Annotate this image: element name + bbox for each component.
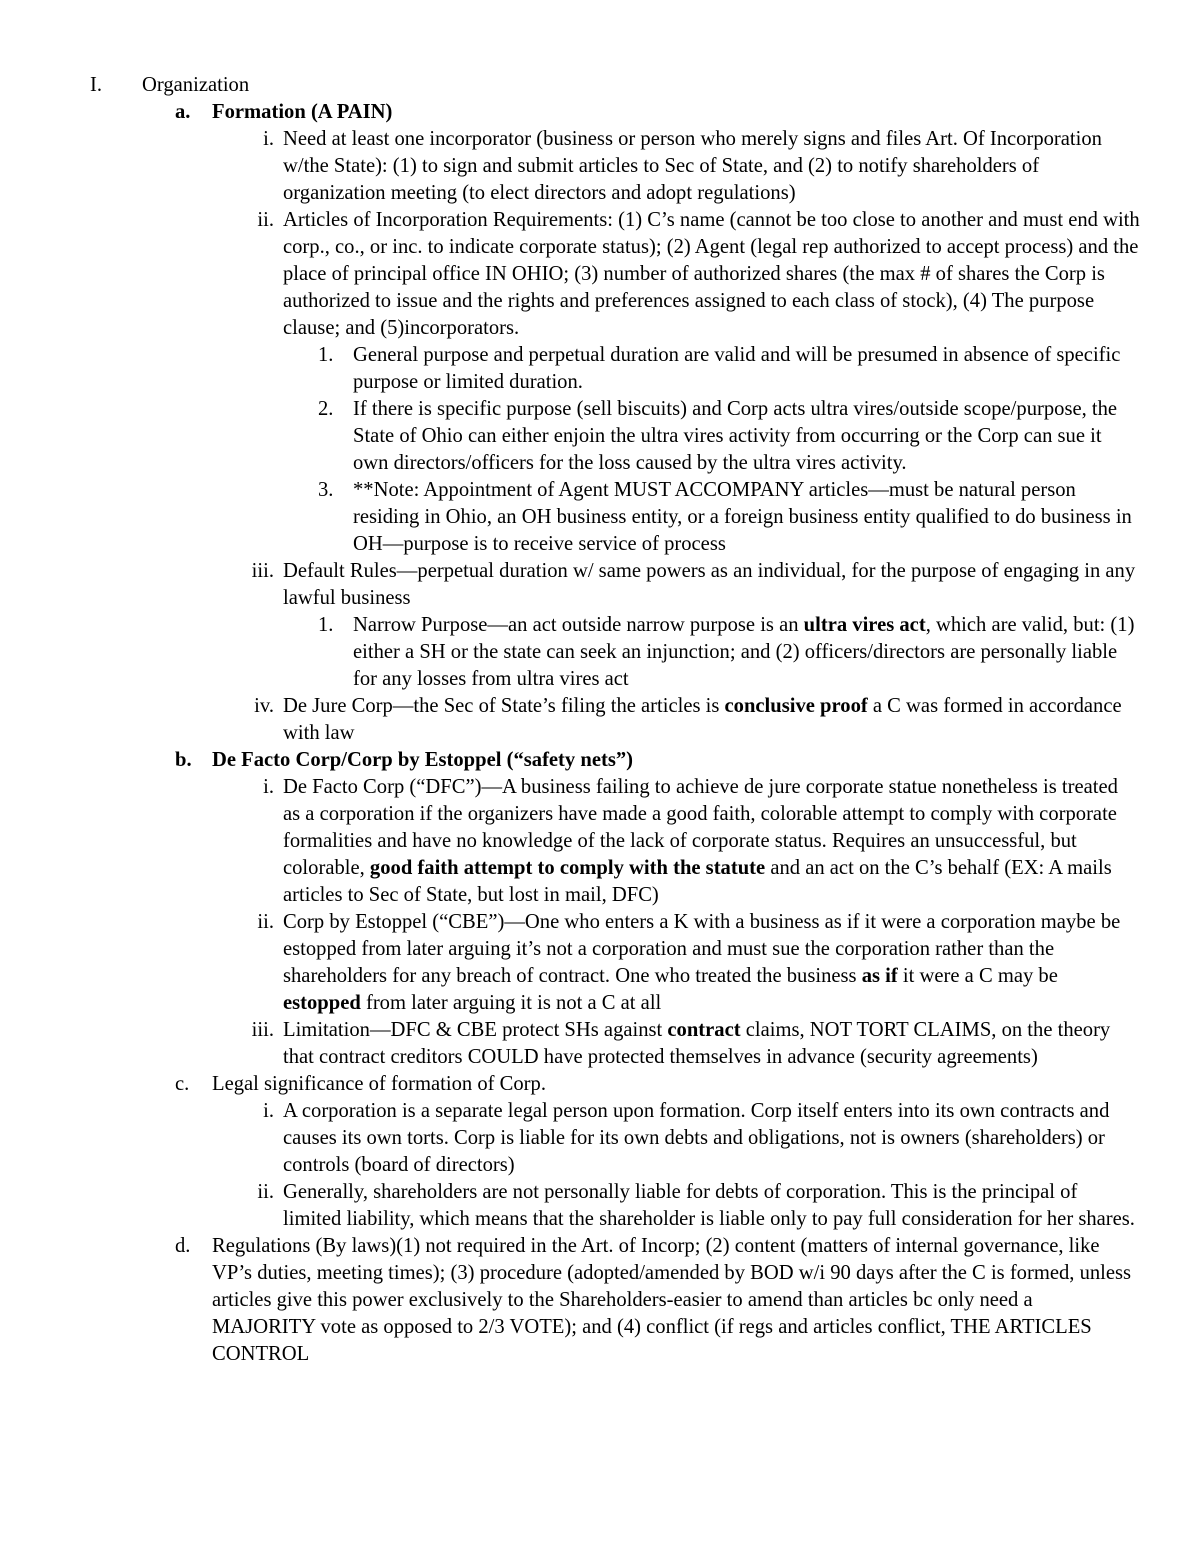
text-run: Limitation—DFC & CBE protect SHs against — [283, 1019, 668, 1041]
item-text — [283, 774, 1140, 909]
item-marker: ii. — [257, 911, 274, 933]
item-marker: iii. — [251, 560, 274, 582]
bold-term: ultra vires act — [803, 614, 926, 636]
item-marker: ii. — [257, 209, 274, 231]
item-text — [283, 693, 1140, 747]
text-run: claims, NOT TORT CLAIMS, on the theory that contract creditors COULD have protected themselves in advance (security agreements) — [283, 1019, 1111, 1068]
list-item — [0, 207, 1200, 342]
list-item — [0, 612, 1200, 693]
list-item — [0, 1179, 1200, 1233]
list-item — [0, 342, 1200, 396]
item-text: **Note: Appointment of Agent MUST ACCOMPANY articles—must be natural person residing in Ohio, an OH business entity, or a foreign business entity qualified to do business in OH—purpose is to receive service of process — [353, 479, 1132, 555]
text-run: , which are valid, but: (1) either a SH or the state can seek an injunction; and (2) officers/directors are personally liable for any losses from ultra vires act — [353, 614, 1135, 690]
subsection-text: Regulations (By laws)(1) not required in the Art. of Incorp; (2) content (matters of internal governance, like VP’s duties, meeting times); (3) procedure (adopted/amended by BOD w/i 90 days after the C is formed, unless articles give this power exclusively to the Shareholders-easier to amend than articles bc only need a MAJORITY vote as opposed to 2/3 VOTE); and (4) conflict (if regs and articles conflict, THE ARTICLES CONTROL — [212, 1235, 1132, 1365]
list-item — [0, 477, 1200, 558]
text-run: and an act on the C’s behalf (EX: A mails articles to Sec of State, but lost in mail, DFC) — [283, 857, 1112, 906]
bold-term: estopped — [283, 992, 361, 1014]
text-run: Narrow Purpose—an act outside narrow purpose is an — [353, 614, 804, 636]
section-organization — [0, 72, 1200, 99]
item-text — [353, 612, 1140, 693]
outline-document — [0, 72, 1200, 1368]
text-run: Corp by Estoppel (“CBE”)—One who enters a K with a business as if it were a corporation maybe be estopped from later arguing it’s not a corporation and must sue the corporation rather than the shareholders for any breach of contract. One who treated the business — [283, 911, 1121, 987]
list-item — [0, 558, 1200, 612]
list-item — [0, 909, 1200, 1017]
text-run: from later arguing it is not a C at all — [360, 992, 662, 1014]
subsection-heading: De Facto Corp/Corp by Estoppel (“safety nets”) — [212, 749, 633, 771]
section-marker: I. — [90, 74, 103, 96]
item-text: General purpose and perpetual duration are valid and will be presumed in absence of specific purpose or limited duration. — [353, 344, 1121, 393]
item-text: A corporation is a separate legal person upon formation. Corp itself enters into its own contracts and causes its own torts. Corp is liable for its own debts and obligations, not is owners (shareholders) or controls (board of directors) — [283, 1100, 1110, 1176]
subsection-de-facto — [0, 747, 1200, 774]
item-marker: i. — [263, 128, 274, 150]
item-marker: 1. — [318, 614, 334, 636]
text-run: De Jure Corp—the Sec of State’s filing the articles is — [283, 695, 725, 717]
item-marker: ii. — [257, 1181, 274, 1203]
bold-term: conclusive proof — [724, 695, 868, 717]
item-text: Need at least one incorporator (business or person who merely signs and files Art. Of Incorporation w/the State): (1) to sign and submit articles to Sec of State, and (2) to notify shareholders of organization meeting (to elect directors and adopt regulations) — [283, 128, 1102, 204]
item-text: Articles of Incorporation Requirements: (1) C’s name (cannot be too close to another and must end with corp., co., or inc. to indicate corporate status); (2) Agent (legal rep authorized to accept process) and the place of principal office IN OHIO; (3) number of authorized shares (the max # of shares the Corp is authorized to issue and the rights and preferences assigned to each class of stock), (4) The purpose clause; and (5)incorporators. — [283, 209, 1140, 339]
list-item — [0, 126, 1200, 207]
item-text: Generally, shareholders are not personally liable for debts of corporation. This is the principal of limited liability, which means that the shareholder is liable only to pay full consideration for her shares. — [283, 1181, 1135, 1230]
bold-term: as if — [861, 965, 898, 987]
item-marker: 2. — [318, 398, 334, 420]
list-item — [0, 1098, 1200, 1179]
item-marker: iv. — [254, 695, 274, 717]
list-item — [0, 1017, 1200, 1071]
list-item — [0, 396, 1200, 477]
item-marker: i. — [263, 776, 274, 798]
subsection-marker: d. — [175, 1235, 191, 1257]
item-text — [283, 909, 1140, 1017]
bold-term: good faith attempt to comply with the statute — [369, 857, 766, 879]
subsection-regulations — [0, 1233, 1200, 1368]
list-item — [0, 774, 1200, 909]
subsection-formation — [0, 99, 1200, 126]
item-text: If there is specific purpose (sell biscuits) and Corp acts ultra vires/outside scope/purpose, the State of Ohio can either enjoin the ultra vires activity from occurring or the Corp can sue it own directors/officers for the loss caused by the ultra vires activity. — [353, 398, 1118, 474]
item-marker: iii. — [251, 1019, 274, 1041]
item-text: Default Rules—perpetual duration w/ same powers as an individual, for the purpose of engaging in any lawful business — [283, 560, 1136, 609]
section-title: Organization — [142, 74, 250, 96]
item-text — [283, 1017, 1140, 1071]
text-run: it were a C may be — [897, 965, 1058, 987]
subsection-marker: c. — [175, 1073, 190, 1095]
subsection-legal-significance — [0, 1071, 1200, 1098]
subsection-marker: b. — [175, 749, 192, 771]
list-item — [0, 693, 1200, 747]
item-marker: 3. — [318, 479, 334, 501]
text-run: De Facto Corp (“DFC”)—A business failing to achieve de jure corporate statue nonetheless is treated as a corporation if the organizers have made a good faith, colorable attempt to comply with corporate formalities and have no knowledge of the lack of corporate status. Requires an unsuccessful, but colorable, — [283, 776, 1118, 879]
bold-term: contract — [667, 1019, 741, 1041]
text-run: a C was formed in accordance with law — [283, 695, 1122, 744]
subsection-heading: Formation (A PAIN) — [212, 101, 393, 123]
item-marker: i. — [263, 1100, 274, 1122]
subsection-marker: a. — [175, 101, 191, 123]
subsection-heading: Legal significance of formation of Corp. — [212, 1073, 546, 1095]
item-marker: 1. — [318, 344, 334, 366]
